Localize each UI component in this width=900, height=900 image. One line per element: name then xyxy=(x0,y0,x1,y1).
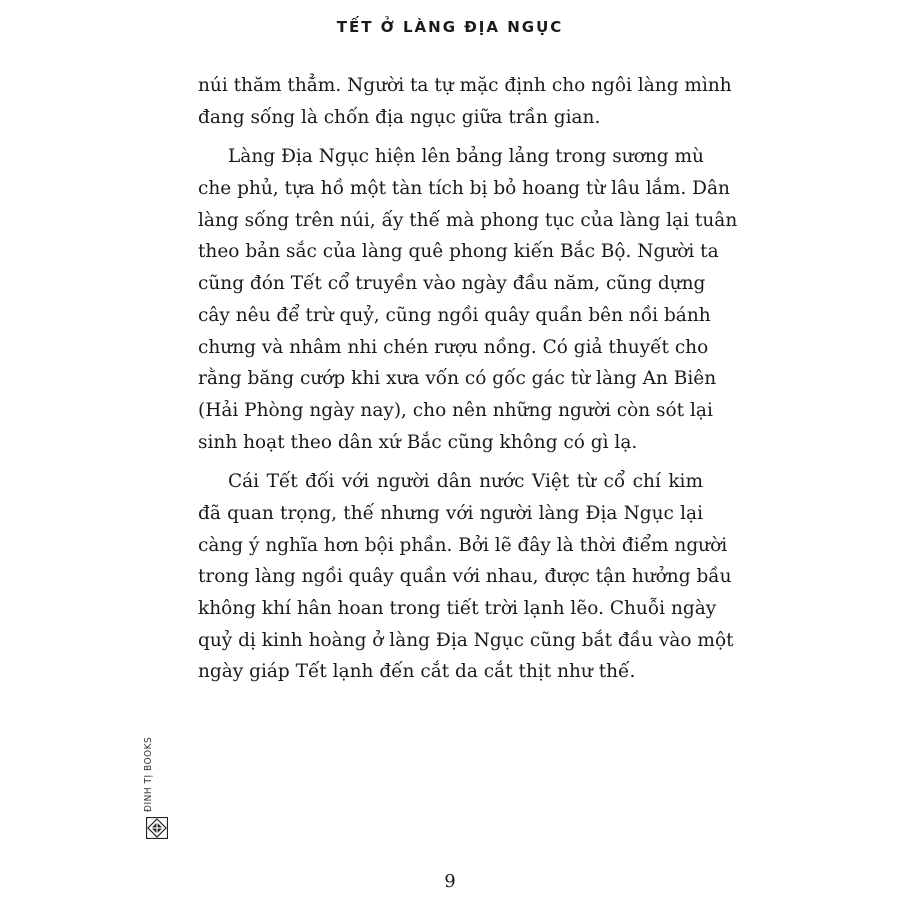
text-line: trong làng ngồi quây quần với nhau, được tận hưởng bầu xyxy=(198,566,732,588)
text-line: quỷ dị kinh hoàng ở làng Địa Ngục cũng bắt đầu vào một xyxy=(198,629,734,651)
text-line: Làng Địa Ngục hiện lên bảng lảng trong sương mù xyxy=(228,146,704,168)
text-line: cây nêu để trừ quỷ, cũng ngồi quây quần bên nồi bánh xyxy=(198,304,711,326)
text-line: làng sống trên núi, ấy thế mà phong tục của làng lại tuân xyxy=(198,209,738,231)
text-line: sinh hoạt theo dân xứ Bắc cũng không có gì lạ. xyxy=(198,431,638,453)
text-line: rằng băng cướp khi xưa vốn có gốc gác từ làng An Biên xyxy=(198,368,717,390)
publisher-name: ĐINH TỊ BOOKS xyxy=(143,736,154,812)
text-line: đã quan trọng, thế nhưng với người làng Địa Ngục lại xyxy=(198,502,703,524)
paragraph xyxy=(198,141,738,458)
publisher-logo-icon xyxy=(146,817,168,839)
text-line: (Hải Phòng ngày nay), cho nên những người còn sót lại xyxy=(198,399,713,421)
body-text xyxy=(198,70,738,688)
text-line: đang sống là chốn địa ngục giữa trần gian. xyxy=(198,106,601,128)
text-line: cũng đón Tết cổ truyền vào ngày đầu năm, cũng dựng xyxy=(198,273,706,295)
page-number: 9 xyxy=(444,871,456,892)
text-line: Cái Tết đối với người dân nước Việt từ cổ chí kim xyxy=(228,471,703,493)
text-line: ngày giáp Tết lạnh đến cắt da cắt thịt như thế. xyxy=(198,661,636,683)
text-line: không khí hân hoan trong tiết trời lạnh lẽo. Chuỗi ngày xyxy=(198,598,717,619)
text-line: càng ý nghĩa hơn bội phần. Bởi lẽ đây là thời điểm người xyxy=(198,534,728,556)
paragraph xyxy=(198,70,732,133)
paragraph xyxy=(198,466,734,688)
running-head: TẾT Ở LÀNG ĐỊA NGỤC xyxy=(336,18,564,36)
text-line: theo bản sắc của làng quê phong kiến Bắc Bộ. Người ta xyxy=(198,241,719,263)
text-line: che phủ, tựa hồ một tàn tích bị bỏ hoang từ lâu lắm. Dân xyxy=(198,178,730,200)
text-line: chưng và nhâm nhi chén rượu nồng. Có giả thuyết cho xyxy=(198,336,709,358)
text-line: núi thăm thẳm. Người ta tự mặc định cho ngôi làng mình xyxy=(198,75,732,96)
